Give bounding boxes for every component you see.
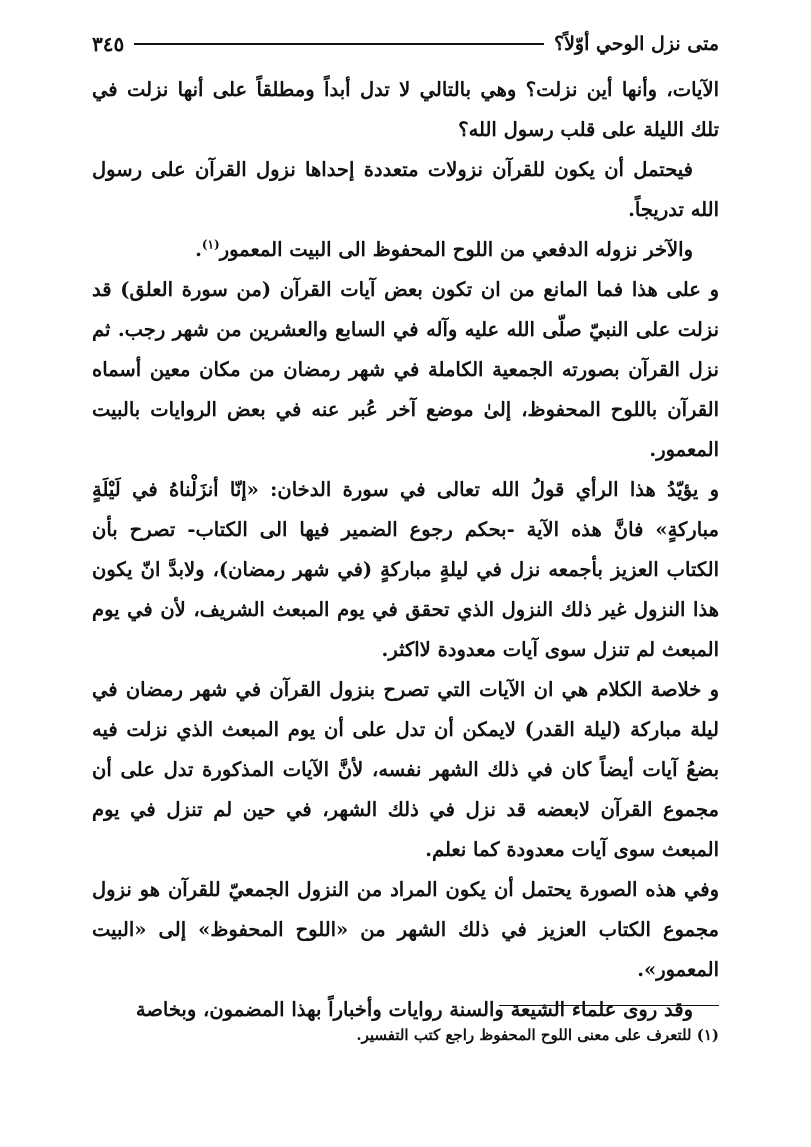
footnote-divider	[499, 1005, 719, 1006]
paragraph-5: و يؤيّدُ هذا الرأي قولُ الله تعالى في سورة الدخان: «إنّا أنزَلْناهُ في لَيْلَةٍ مباركةٍ» فانَّ هذه الآية -بحكم رجوع الضمير فيها الى الكتاب- تصرح بأن الكتاب العزيز بأجمعه نزل في ليلةٍ مباركةٍ (في شهر رمضان)، ولابدَّ انّ يكون هذا النزول غير ذلك النزول الذي تحقق في يوم المبعث الشريف، لأن في يوم المبعث لم تنزل سوى آيات معدودة لااكثر.	[92, 478, 719, 661]
paragraph-3: والآخر نزوله الدفعي من اللوح المحفوظ الى البيت المعمور$^{(١)}$.	[195, 237, 693, 261]
footnote-reference: (١)	[201, 237, 220, 252]
main-text	[92, 70, 719, 1030]
paragraph-1: الآيات، وأنها أين نزلت؟ وهي بالتالي لا تدل أبداً ومطلقاً على أنها نزلت في تلك الليلة على قلب رسول الله؟	[92, 78, 719, 141]
running-header	[92, 26, 719, 62]
header-rule	[134, 43, 544, 45]
paragraph-4: و على هذا فما المانع من ان تكون بعض آيات القرآن (من سورة العلق) قد نزلت على النبيّ صلّى الله عليه وآله في السابع والعشرين من شهر رجب. ثم نزل القرآن بصورته الجمعية الكاملة في شهر رمضان من مكان معين أسماه القرآن باللوح المحفوظ، إلىٰ موضع آخر عُبر عنه في بعض الروايات بالبيت المعمور.	[92, 278, 719, 461]
paragraph-6: و خلاصة الكلام هي ان الآيات التي تصرح بنزول القرآن في شهر رمضان في ليلة مباركة (ليلة القدر) لايمكن أن تدل على أن يوم المبعث الذي نزلت فيه بضعُ آيات أيضاً كان في ذلك الشهر نفسه، لأنَّ الآيات المذكورة تدل على أن مجموع القرآن لابعضه قد نزل في ذلك الشهر، في حين لم تنزل في يوم المبعث سوى آيات معدودة كما نعلم.	[92, 678, 719, 861]
paragraph-2: فيحتمل أن يكون للقرآن نزولات متعددة إحداها نزول القرآن على رسول الله تدريجاً.	[92, 158, 719, 221]
paragraph-3-text: والآخر نزوله الدفعي من اللوح المحفوظ الى البيت المعمور	[219, 238, 693, 261]
footnote: (١) للتعرف على معنى اللوح المحفوظ راجع كتب التفسير.	[356, 1026, 719, 1044]
header-title: متى نزل الوحي أوّلاً؟	[553, 33, 719, 55]
paragraph-7: وفي هذه الصورة يحتمل أن يكون المراد من النزول الجمعيّ للقرآن هو نزول مجموع الكتاب العزيز في ذلك الشهر من «اللوح المحفوظ» إلى «البيت المعمور».	[92, 878, 719, 981]
page-number: ٣٤٥	[92, 32, 125, 56]
paragraph-8: وقد روى علماء الشيعة والسنة روايات وأخباراً بهذا المضمون، وبخاصة	[135, 998, 693, 1021]
